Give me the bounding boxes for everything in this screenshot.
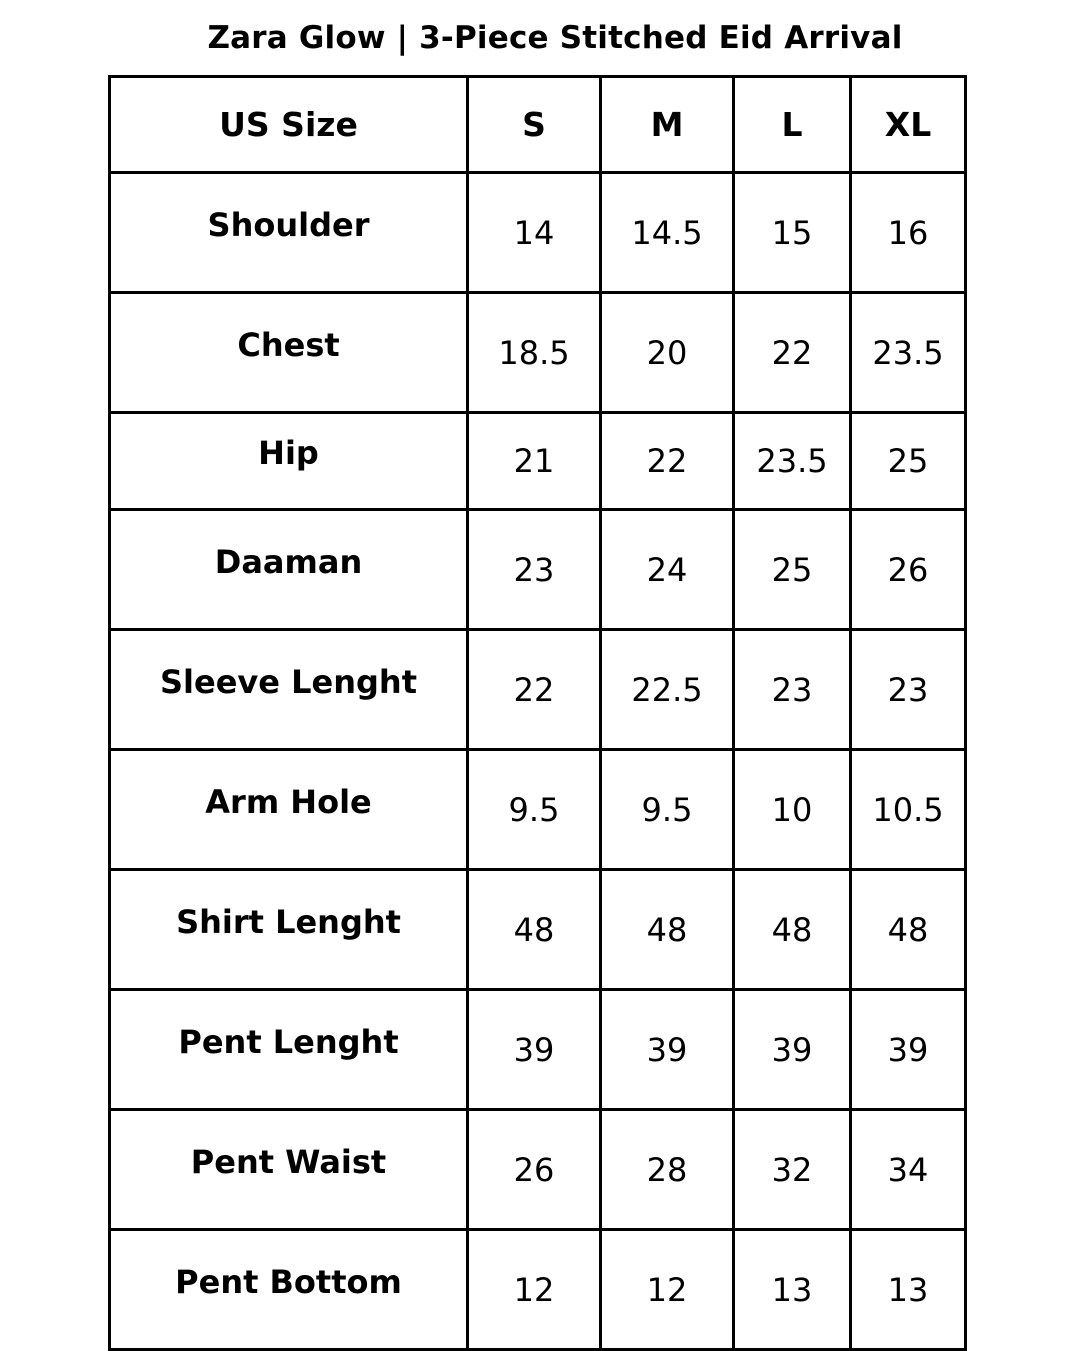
value-cell: 32 [734, 1110, 851, 1230]
value-cell: 22 [601, 413, 734, 510]
value-cell: 15 [734, 173, 851, 293]
row-label [110, 413, 468, 510]
header-size-m: M [601, 77, 734, 173]
value-cell: 21 [468, 413, 601, 510]
value-cell: 14 [468, 173, 601, 293]
row-label-text: Hip [258, 434, 319, 472]
value-cell: 20 [601, 293, 734, 413]
row-label-text: Shirt Lenght [176, 902, 401, 941]
header-size-s: S [468, 77, 601, 173]
row-label-text: Pent Waist [190, 1142, 387, 1181]
row-label-text: Pent Lenght [178, 1022, 399, 1061]
value-cell: 25 [734, 510, 851, 630]
value-cell: 48 [468, 870, 601, 990]
value-cell: 13 [851, 1230, 966, 1350]
value-cell: 22 [468, 630, 601, 750]
value-cell: 39 [851, 990, 966, 1110]
table-row [110, 293, 966, 413]
value-cell: 23.5 [734, 413, 851, 510]
size-chart-table [108, 75, 967, 1351]
table-row [110, 173, 966, 293]
value-cell: 10.5 [851, 750, 966, 870]
row-label [110, 173, 468, 293]
value-cell: 12 [601, 1230, 734, 1350]
row-label [110, 1110, 468, 1230]
table-row [110, 990, 966, 1110]
value-cell: 26 [851, 510, 966, 630]
value-cell: 26 [468, 1110, 601, 1230]
row-label-text: Daaman [214, 542, 363, 581]
value-cell: 24 [601, 510, 734, 630]
row-label-text: Shoulder [207, 205, 370, 244]
value-cell: 22.5 [601, 630, 734, 750]
row-label [110, 990, 468, 1110]
table-row [110, 870, 966, 990]
row-label [110, 1230, 468, 1350]
header-label-cell: US Size [110, 77, 468, 173]
value-cell: 48 [601, 870, 734, 990]
value-cell: 39 [601, 990, 734, 1110]
value-cell: 13 [734, 1230, 851, 1350]
row-label-text: Arm Hole [205, 782, 372, 821]
table-row [110, 1110, 966, 1230]
value-cell: 34 [851, 1110, 966, 1230]
table-row [110, 630, 966, 750]
table-row [110, 510, 966, 630]
row-label [110, 630, 468, 750]
value-cell: 48 [734, 870, 851, 990]
value-cell: 18.5 [468, 293, 601, 413]
table-row [110, 413, 966, 510]
value-cell: 23 [851, 630, 966, 750]
row-label-text: Sleeve Lenght [160, 662, 417, 701]
header-row [110, 77, 966, 173]
value-cell: 10 [734, 750, 851, 870]
value-cell: 28 [601, 1110, 734, 1230]
value-cell: 9.5 [468, 750, 601, 870]
value-cell: 39 [734, 990, 851, 1110]
value-cell: 48 [851, 870, 966, 990]
value-cell: 23 [468, 510, 601, 630]
value-cell: 39 [468, 990, 601, 1110]
row-label [110, 293, 468, 413]
page-title: Zara Glow | 3-Piece Stitched Eid Arrival [207, 20, 903, 56]
value-cell: 23 [734, 630, 851, 750]
value-cell: 22 [734, 293, 851, 413]
table-row [110, 1230, 966, 1350]
row-label-text: Pent Bottom [175, 1262, 402, 1301]
header-size-l: L [734, 77, 851, 173]
value-cell: 16 [851, 173, 966, 293]
value-cell: 25 [851, 413, 966, 510]
table-row [110, 750, 966, 870]
header-size-xl: XL [851, 77, 966, 173]
row-label [110, 870, 468, 990]
value-cell: 14.5 [601, 173, 734, 293]
value-cell: 12 [468, 1230, 601, 1350]
row-label [110, 750, 468, 870]
value-cell: 9.5 [601, 750, 734, 870]
value-cell: 23.5 [851, 293, 966, 413]
row-label-text: Chest [237, 325, 340, 364]
row-label [110, 510, 468, 630]
